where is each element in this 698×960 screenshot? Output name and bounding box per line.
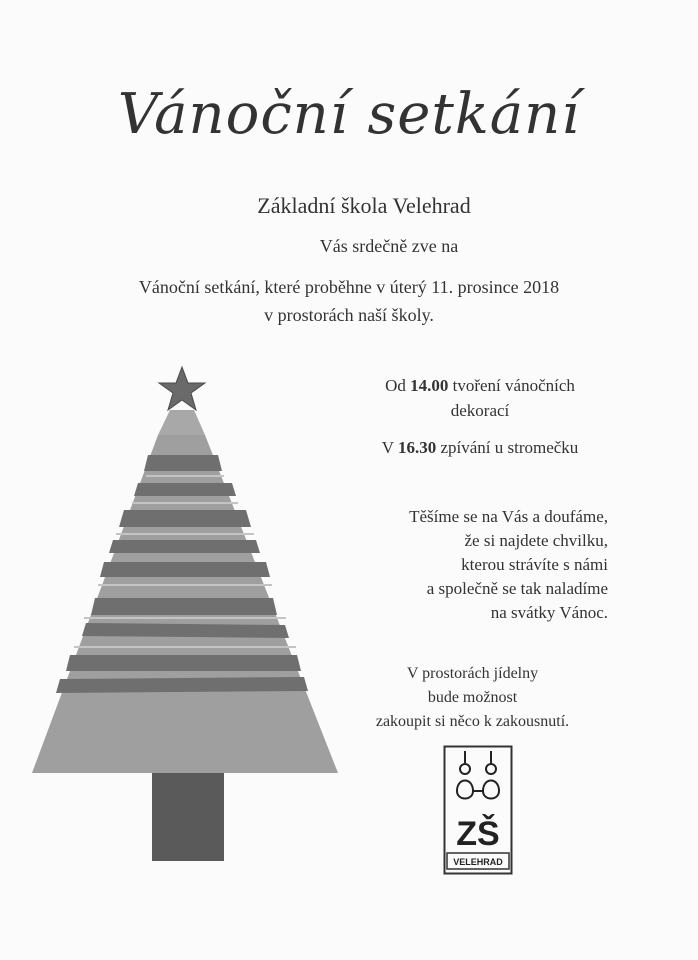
program-prefix: Od [385, 376, 411, 395]
message-line: kterou strávíte s námi [461, 555, 608, 574]
program-time: 14.00 [410, 376, 449, 395]
star-icon [159, 367, 205, 410]
school-name: Základní škola Velehrad [257, 193, 471, 218]
message-line: že si najdete chvilku, [464, 531, 608, 550]
program-text: tvoření vánočních [448, 376, 575, 395]
logo-letters: ZŠ [456, 815, 500, 853]
program-item-1 [340, 373, 620, 423]
program-text: zpívání u stromečku [436, 438, 579, 457]
christmas-tree-icon [0, 355, 345, 870]
program-item-2 [330, 435, 630, 460]
poster-title: Vánoční setkání [117, 82, 581, 147]
invite-line-3: v prostorách naší školy. [264, 305, 434, 325]
invitation-message [330, 505, 608, 625]
invite-line-2: Vánoční setkání, které proběhne v úterý 11. prosince 2018 [138, 277, 560, 297]
invite-line-1: Vás srdečně zve na [319, 236, 459, 256]
dining-line: zakoupit si něco k zakousnutí. [375, 713, 570, 730]
dining-line: V prostorách jídelny [406, 665, 539, 682]
school-logo-icon [443, 745, 513, 875]
program-time: 16.30 [397, 438, 437, 457]
program-prefix: V [381, 438, 398, 457]
dining-line: bude možnost [427, 689, 518, 706]
message-line: na svátky Vánoc. [490, 603, 608, 622]
message-line: Těšíme se na Vás a doufáme, [409, 507, 608, 526]
program-text-cont: dekorací [450, 401, 510, 420]
message-line: a společně se tak naladíme [426, 579, 608, 598]
logo-name: VELEHRAD [453, 857, 503, 867]
dining-note [330, 662, 615, 734]
